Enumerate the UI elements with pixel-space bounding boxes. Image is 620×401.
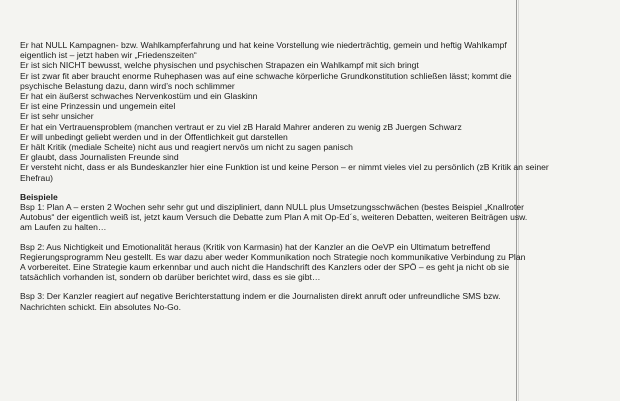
text-line: Bsp 1: Plan A – ersten 2 Wochen sehr sehr gut und diszipliniert, dann NULL plus Umsetzungsschwächen (bestes Beispiel „Knallroter bbox=[20, 202, 524, 213]
text-line: Ehefrau) bbox=[20, 172, 53, 183]
text-line: Er ist zwar fit aber braucht enorme Ruhephasen was auf eine schwache körperliche Grundkonstitution schließen lässt; kommt die bbox=[20, 70, 512, 81]
text-line: Er ist sehr unsicher bbox=[20, 111, 94, 122]
section-heading: Beispiele bbox=[20, 191, 58, 202]
text-line: tatsächlich vorhanden ist, sondern ob darüber berichtet wird, dass es sie gibt… bbox=[20, 272, 321, 283]
text-line: Er hat ein äußerst schwaches Nervenkostüm und ein Glaskinn bbox=[20, 91, 258, 102]
text-line: Er ist eine Prinzessin und ungemein eitel bbox=[20, 101, 176, 112]
text-line: Regierungsprogramm Neu gestellt. Es war dazu aber weder Kommunikation noch Strategie noch kommunikative Verbindung zu Plan bbox=[20, 251, 526, 262]
text-line: Er hat ein Vertrauensproblem (manchen vertraut er zu viel zB Harald Mahrer anderen zu wenig zB Juergen Schwarz bbox=[20, 121, 462, 132]
text-line: psychische Belastung dazu, dann wird’s noch schlimmer bbox=[20, 80, 235, 91]
text-line: Nachrichten schickt. Ein absolutes No-Go. bbox=[20, 301, 181, 312]
text-line: Er glaubt, dass Journalisten Freunde sind bbox=[20, 152, 179, 163]
text-line: Er hat NULL Kampagnen- bzw. Wahlkampferfahrung und hat keine Vorstellung wie niederträchtig, gemein und heftig Wahlkampf bbox=[20, 40, 507, 50]
text-line: Er ist sich NICHT bewusst, welche physischen und psychischen Strapazen ein Wahlkampf mit sich bringt bbox=[20, 60, 419, 71]
text-line: Er hält Kritik (mediale Scheite) nicht aus und reagiert nervös um nicht zu sagen panisch bbox=[20, 142, 353, 153]
document-body bbox=[20, 40, 612, 312]
text-line: Bsp 3: Der Kanzler reagiert auf negative Berichterstattung indem er die Journalisten direkt anruft oder unfreundliche SMS bzw. bbox=[20, 291, 501, 302]
assessment-points bbox=[20, 40, 612, 183]
text-line: am Laufen zu halten… bbox=[20, 222, 107, 233]
text-line: A vorbereitet. Eine Strategie kaum erkennbar und auch nicht die Handschrift des Kanzlers oder der SPÖ – es geht ja nicht ob sie bbox=[20, 262, 510, 273]
example-paragraph bbox=[20, 291, 612, 311]
text-line: Bsp 2: Aus Nichtigkeit und Emotionalität heraus (Kritik von Karmasin) hat der Kanzler an die OeVP ein Ultimatum betreffend bbox=[20, 241, 491, 252]
example-paragraph bbox=[20, 202, 612, 233]
text-line: Er will unbedingt geliebt werden und in der Öffentlichkeit gut darstellen bbox=[20, 131, 288, 142]
text-line: Autobus“ der eigentlich weiß ist, jetzt kaum Versuch die Debatte zum Plan A mit Op-Ed´s, weiteren Debatten, weiteren Beiträgen usw. bbox=[20, 212, 528, 223]
text-line: Er versteht nicht, dass er als Bundeskanzler hier eine Funktion ist und keine Person – er nimmt vieles viel zu persönlich (zB Kritik an seiner bbox=[20, 162, 549, 173]
example-paragraph bbox=[20, 242, 612, 283]
text-line: eigentlich ist – jetzt haben wir „Friedenszeiten“ bbox=[20, 50, 197, 61]
